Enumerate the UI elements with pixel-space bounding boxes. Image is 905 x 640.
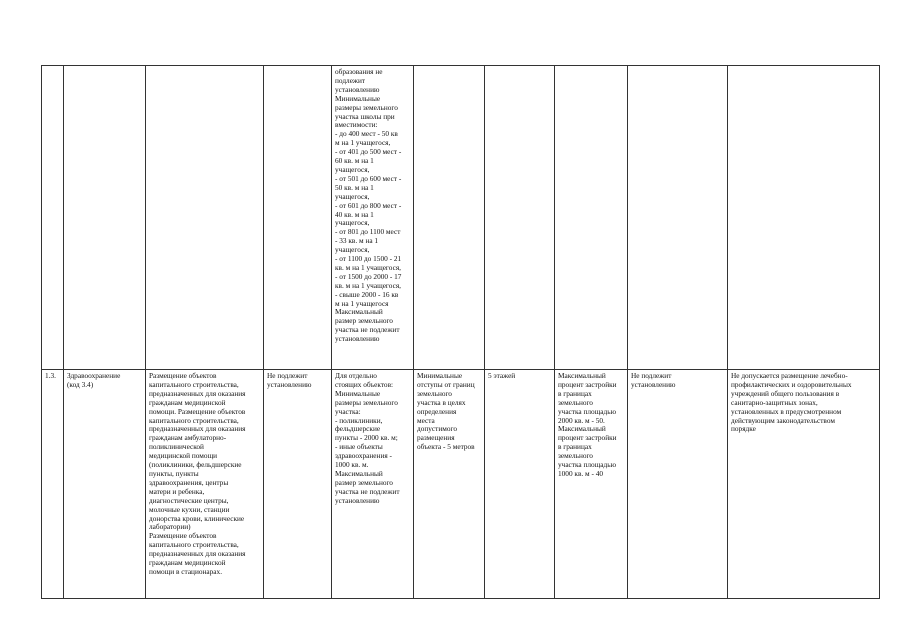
cell-text-line: образования не — [335, 67, 383, 76]
cell-text-line: матери и ребенка, — [149, 486, 205, 496]
cell-text-line: учащегося, — [335, 218, 370, 228]
cell-height — [628, 370, 728, 599]
cell-text-line: (код 3.4) — [67, 379, 94, 389]
cell-text-line: молочные кухни, станции — [149, 504, 230, 514]
cell-text-line: в границах — [558, 388, 592, 398]
cell-text-line: установлению — [631, 379, 676, 389]
cell-text-line: помощи. Размещение объектов — [149, 406, 246, 416]
cell-text-line: предназначенных для оказания — [149, 388, 246, 398]
cell-setback — [414, 66, 485, 370]
cell-text-line: капитального строительства, — [149, 540, 239, 550]
cell-text-line: Размещение объектов — [149, 531, 217, 541]
cell-text-line: порядке — [731, 424, 756, 434]
cell-text-line: участка в целях — [417, 397, 466, 407]
cell-text-line: Здравоохранение — [67, 371, 121, 380]
cell-text-line: - от 501 до 600 мест - — [335, 173, 402, 183]
cell-text-line: - поликлиники, — [335, 415, 383, 425]
cell-text-line: установлению — [335, 495, 380, 505]
cell-text-line: 2000 кв. м - 50. — [558, 415, 605, 425]
cell-text-line: гражданам медицинской — [149, 558, 226, 568]
cell-text-line: 5 этажей — [488, 371, 516, 380]
cell-text-line: учащегося, — [335, 164, 370, 174]
cell-use-name — [64, 66, 146, 370]
cell-text-line: - 33 кв. м на 1 — [335, 236, 379, 246]
cell-text-line: места — [417, 415, 435, 425]
cell-text-line: Максимальный — [558, 424, 606, 434]
cell-text-line: в границах — [558, 442, 592, 452]
cell-text-line: вместимости: — [335, 120, 378, 130]
row-number: 1.3. — [45, 371, 56, 380]
cell-text-line: кв. м на 1 учащегося, — [335, 262, 401, 272]
cell-text-line: 1000 кв. м. — [335, 460, 369, 470]
cell-text-line: размеры земельного — [335, 102, 398, 112]
cell-text-line: размеры земельного — [335, 397, 398, 407]
cell-use-description — [146, 66, 264, 370]
cell-min-area — [264, 370, 332, 599]
cell-text-line: пункты, пункты — [149, 468, 199, 478]
cell-text-line: - иные объекты — [335, 442, 383, 452]
cell-text-line: Не подлежит — [267, 371, 308, 380]
cell-land-params — [332, 370, 414, 599]
cell-text-line: размер земельного — [335, 477, 393, 487]
cell-text-line: отступы от границ — [417, 379, 475, 389]
cell-text-line: фельдшерские — [335, 424, 381, 434]
cell-text-line: допустимого — [417, 424, 457, 434]
cell-text-line: учащегося, — [335, 191, 370, 201]
cell-text-line: Не допускается размещение лечебно- — [731, 371, 848, 380]
cell-text-line: - от 1100 до 1500 - 21 — [335, 254, 402, 264]
cell-text-line: лаборатории) — [149, 522, 191, 532]
cell-text-line: процент застройки — [558, 433, 617, 443]
cell-text-line: диагностические центры, — [149, 495, 229, 505]
cell-text-line: - от 801 до 1100 мест — [335, 227, 401, 237]
cell-min-area — [264, 66, 332, 370]
cell-text-line: - от 401 до 500 мест - — [335, 147, 402, 157]
cell-text-line: - до 400 мест - 50 кв — [335, 129, 398, 139]
cell-setback — [414, 370, 485, 599]
cell-text-line: поликлинической — [149, 442, 204, 452]
cell-restrictions — [728, 66, 880, 370]
cell-text-line: предназначенных для оказания — [149, 424, 246, 434]
cell-text-line: участка площадью — [558, 460, 617, 470]
cell-land-params — [332, 66, 414, 370]
cell-number — [42, 370, 64, 599]
cell-text-line: здравоохранения - — [335, 451, 392, 461]
cell-floors — [485, 66, 555, 370]
table-row-continuation — [42, 66, 880, 370]
cell-text-line: участка не подлежит — [335, 325, 400, 335]
cell-text-line: Максимальный — [335, 307, 383, 317]
cell-text-line: учащегося, — [335, 245, 370, 255]
cell-text-line: здравоохранения, центры — [149, 477, 229, 487]
cell-coverage — [555, 66, 628, 370]
cell-text-line: гражданам медицинской — [149, 397, 226, 407]
cell-text-line: Максимальный — [335, 468, 383, 478]
cell-text-line: участка не подлежит — [335, 486, 400, 496]
cell-restrictions — [728, 370, 880, 599]
cell-text-line: стоящих объектов: — [335, 379, 394, 389]
cell-text-line: участка: — [335, 406, 361, 416]
cell-text-line: процент застройки — [558, 379, 617, 389]
cell-text-line: земельного — [558, 397, 593, 407]
cell-floors — [485, 370, 555, 599]
cell-text-line: Минимальные — [335, 388, 381, 398]
cell-text-line: - свыше 2000 - 16 кв — [335, 289, 399, 299]
cell-text-line: Минимальные — [417, 371, 463, 380]
cell-text-line: установлению — [335, 84, 380, 94]
cell-text-line: гражданам амбулаторно- — [149, 433, 227, 443]
cell-text-line: установлению — [267, 379, 312, 389]
cell-text-line: земельного — [417, 388, 452, 398]
cell-text-line: помощи в стационарах. — [149, 566, 223, 576]
cell-text-line: Размещение объектов — [149, 371, 217, 380]
cell-text-line: подлежит — [335, 75, 366, 85]
cell-text-line: 40 кв. м на 1 — [335, 209, 374, 219]
cell-text-line: размер земельного — [335, 316, 393, 326]
cell-text-line: Не подлежит — [631, 371, 672, 380]
cell-use-description — [146, 370, 264, 599]
cell-text-line: пункты - 2000 кв. м; — [335, 433, 398, 443]
cell-text-line: - от 601 до 800 мест - — [335, 200, 402, 210]
cell-text-line: участка площадью — [558, 406, 617, 416]
cell-text-line: 1000 кв. м - 40 — [558, 468, 604, 478]
cell-text-line: установленных в предусмотренном — [731, 406, 842, 416]
zoning-regulations-table — [41, 65, 880, 599]
cell-text-line: 60 кв. м на 1 — [335, 156, 374, 166]
cell-number — [42, 66, 64, 370]
cell-text-line: 50 кв. м на 1 — [335, 182, 374, 192]
cell-text-line: м на 1 учащегося — [335, 298, 389, 308]
cell-text-line: Минимальные — [335, 93, 381, 103]
cell-text-line: размещения — [417, 433, 455, 443]
cell-text-line: учреждений общего пользования в — [731, 388, 840, 398]
cell-text-line: м на 1 учащегося, — [335, 138, 391, 148]
cell-text-line: земельного — [558, 451, 593, 461]
cell-text-line: медицинской помощи — [149, 451, 218, 461]
table-row-healthcare — [42, 370, 880, 599]
cell-text-line: капитального строительства, — [149, 379, 239, 389]
cell-text-line: объекта - 5 метров — [417, 442, 475, 452]
cell-height — [628, 66, 728, 370]
cell-text-line: капитального строительства, — [149, 415, 239, 425]
cell-text-line: профилактических и оздоровительных — [731, 379, 852, 389]
cell-text-line: санитарно-защитных зонах, — [731, 397, 818, 407]
cell-text-line: участка школы при — [335, 111, 395, 121]
cell-text-line: действующим законодательством — [731, 415, 835, 425]
cell-text-line: донорства крови, клинические — [149, 513, 245, 523]
cell-text-line: установлению — [335, 334, 380, 344]
cell-text-line: (поликлиники, фельдшерские — [149, 460, 242, 470]
cell-text-line: определения — [417, 406, 457, 416]
cell-text-line: - от 1500 до 2000 - 17 — [335, 271, 402, 281]
cell-text-line: Для отдельно — [335, 371, 377, 380]
cell-coverage — [555, 370, 628, 599]
cell-text-line: Максимальный — [558, 371, 606, 380]
cell-text-line: кв. м на 1 учащегося, — [335, 280, 401, 290]
cell-use-name — [64, 370, 146, 599]
cell-text-line: предназначенных для оказания — [149, 549, 246, 559]
